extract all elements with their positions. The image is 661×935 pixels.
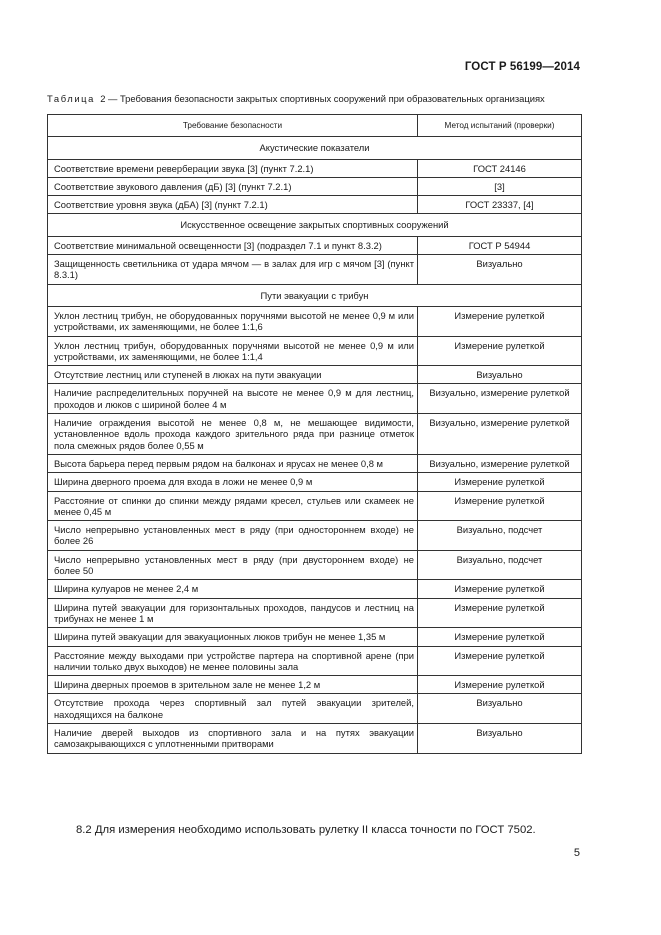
requirement-cell: Уклон лестниц трибун, не оборудованных поручнями высотой не менее 0,9 м или устройствами, их заменяющими, не более 1:1,6 — [48, 306, 418, 336]
method-cell: Визуально — [418, 366, 582, 384]
table-row — [48, 723, 582, 753]
safety-requirements-table — [47, 114, 582, 754]
requirement-cell: Расстояние от спинки до спинки между рядами кресел, стульев или скамеек не менее 0,45 м — [48, 491, 418, 521]
method-cell: Визуально, измерение рулеткой — [418, 384, 582, 414]
table-header-row — [48, 115, 582, 137]
requirement-cell: Соответствие минимальной освещенности [3] (подраздел 7.1 и пункт 8.3.2) — [48, 236, 418, 254]
method-cell: Измерение рулеткой — [418, 646, 582, 676]
method-cell: Измерение рулеткой — [418, 676, 582, 694]
requirement-cell: Число непрерывно установленных мест в ряду (при двустороннем входе) не более 50 — [48, 550, 418, 580]
requirement-cell: Наличие распределительных поручней на высоте не менее 0,9 м для лестниц, проходов и люков с шириной более 4 м — [48, 384, 418, 414]
table-caption — [47, 93, 545, 104]
table-row — [48, 366, 582, 384]
requirement-cell: Соответствие времени реверберации звука [3] (пункт 7.2.1) — [48, 159, 418, 177]
table-row — [48, 414, 582, 455]
requirement-cell: Уклон лестниц трибун, оборудованных поручнями высотой не менее 0,9 м или устройствами, их заменяющими, не более 1:1,4 — [48, 336, 418, 366]
requirement-cell: Ширина кулуаров не менее 2,4 м — [48, 580, 418, 598]
table-row — [48, 454, 582, 472]
method-cell: Визуально — [418, 255, 582, 285]
requirement-cell: Наличие дверей выходов из спортивного зала и на путях эвакуации самозакрывающихся с уплотненными притворами — [48, 723, 418, 753]
method-cell: ГОСТ Р 54944 — [418, 236, 582, 254]
table-row — [48, 550, 582, 580]
table-row — [48, 236, 582, 254]
table-row — [48, 521, 582, 551]
method-cell: Визуально, измерение рулеткой — [418, 454, 582, 472]
table-row — [48, 598, 582, 628]
method-cell: Измерение рулеткой — [418, 336, 582, 366]
requirement-cell: Отсутствие прохода через спортивный зал путей эвакуации зрителей, находящихся на балконе — [48, 694, 418, 724]
table-caption-text: 2 — Требования безопасности закрытых спортивных сооружений при образовательных организациях — [100, 93, 545, 104]
method-cell: Визуально — [418, 694, 582, 724]
table-row — [48, 384, 582, 414]
section-title-evacuation: Пути эвакуации с трибун — [48, 284, 582, 306]
requirement-cell: Число непрерывно установленных мест в ряду (при одностороннем входе) не более 26 — [48, 521, 418, 551]
method-cell: Измерение рулеткой — [418, 598, 582, 628]
method-cell: Измерение рулеткой — [418, 473, 582, 491]
method-cell: Визуально, измерение рулеткой — [418, 414, 582, 455]
table-row — [48, 628, 582, 646]
requirement-cell: Отсутствие лестниц или ступеней в люках на пути эвакуации — [48, 366, 418, 384]
method-cell: Измерение рулеткой — [418, 491, 582, 521]
page-number: 5 — [573, 847, 580, 859]
requirement-cell: Наличие ограждения высотой не менее 0,8 м, не мешающее видимости, установленное вдоль прохода каждого зрительного ряда при разнице отметок пола смежных рядов более 0,55 м — [48, 414, 418, 455]
requirement-cell: Расстояние между выходами при устройстве партера на спортивной арене (при наличии только двух выходов) не менее половины зала — [48, 646, 418, 676]
section-row — [48, 137, 582, 159]
table-row — [48, 255, 582, 285]
requirement-cell: Соответствие звукового давления (дБ) [3] (пункт 7.2.1) — [48, 177, 418, 195]
table-row — [48, 159, 582, 177]
table-row — [48, 646, 582, 676]
section-title-acoustics: Акустические показатели — [48, 137, 582, 159]
method-cell: Измерение рулеткой — [418, 306, 582, 336]
method-cell: ГОСТ 24146 — [418, 159, 582, 177]
requirement-cell: Высота барьера перед первым рядом на балконах и ярусах не менее 0,8 м — [48, 454, 418, 472]
section-title-lighting: Искусственное освещение закрытых спортивных сооружений — [48, 214, 582, 236]
table-row — [48, 196, 582, 214]
table-row — [48, 306, 582, 336]
requirement-cell: Ширина дверного проема для входа в ложи не менее 0,9 м — [48, 473, 418, 491]
table-row — [48, 473, 582, 491]
requirement-cell: Защищенность светильника от удара мячом — в залах для игр с мячом [3] (пункт 8.3.1) — [48, 255, 418, 285]
table-row — [48, 580, 582, 598]
method-cell: Визуально — [418, 723, 582, 753]
table-row — [48, 336, 582, 366]
requirement-cell: Ширина путей эвакуации для эвакуационных люков трибун не менее 1,35 м — [48, 628, 418, 646]
table-row — [48, 491, 582, 521]
method-cell: Визуально, подсчет — [418, 521, 582, 551]
requirement-cell: Ширина дверных проемов в зрительном зале не менее 1,2 м — [48, 676, 418, 694]
table-row — [48, 177, 582, 195]
section-row — [48, 284, 582, 306]
method-cell: [3] — [418, 177, 582, 195]
table-row — [48, 676, 582, 694]
document-standard-number: ГОСТ Р 56199—2014 — [464, 61, 580, 73]
footnote-paragraph: 8.2 Для измерения необходимо использовать рулетку II класса точности по ГОСТ 7502. — [76, 824, 536, 836]
method-cell: ГОСТ 23337, [4] — [418, 196, 582, 214]
table-caption-label: Таблица — [47, 93, 95, 104]
column-header-method: Метод испытаний (проверки) — [418, 115, 582, 137]
requirement-cell: Соответствие уровня звука (дБА) [3] (пункт 7.2.1) — [48, 196, 418, 214]
method-cell: Измерение рулеткой — [418, 628, 582, 646]
section-row — [48, 214, 582, 236]
column-header-requirement: Требование безопасности — [48, 115, 418, 137]
method-cell: Визуально, подсчет — [418, 550, 582, 580]
requirement-cell: Ширина путей эвакуации для горизонтальных проходов, пандусов и лестниц на трибунах не менее 1 м — [48, 598, 418, 628]
table-row — [48, 694, 582, 724]
method-cell: Измерение рулеткой — [418, 580, 582, 598]
